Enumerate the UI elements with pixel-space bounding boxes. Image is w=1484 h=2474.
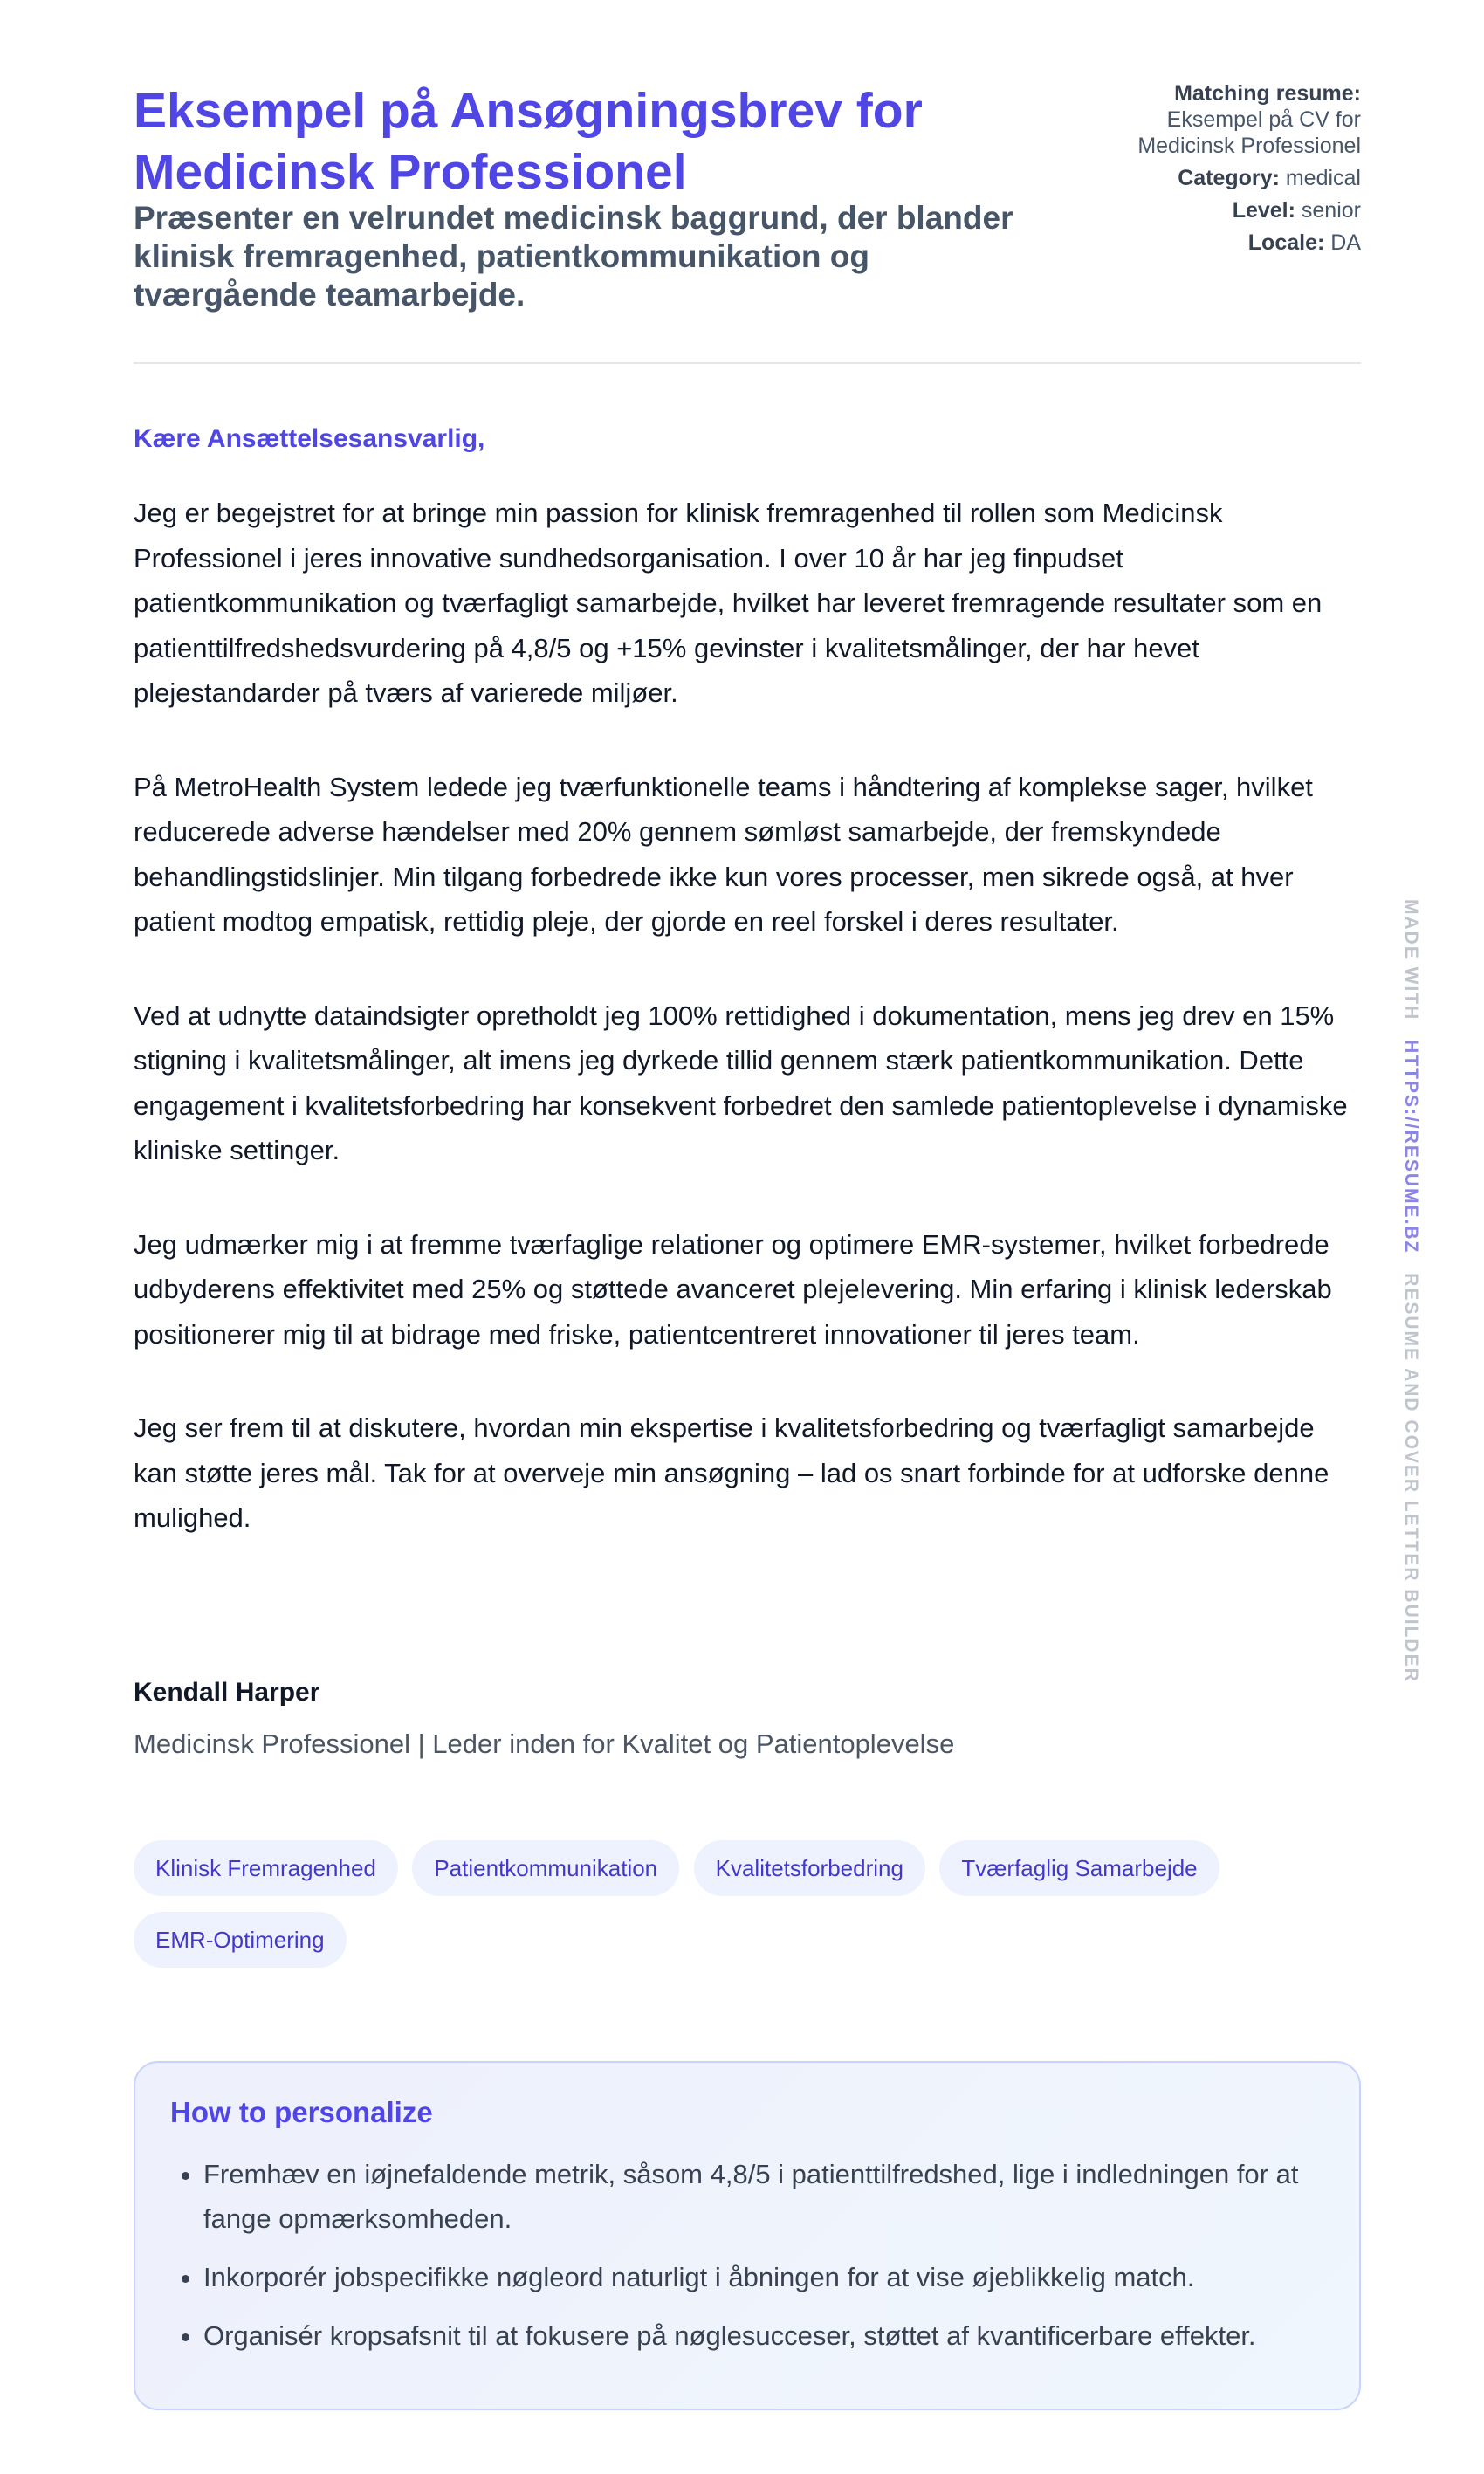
tips-title: How to personalize <box>170 2096 433 2128</box>
tips-list <box>170 2152 1324 2358</box>
meta-value: senior <box>1301 198 1361 223</box>
salutation: Kære Ansættelsesansvarlig, <box>134 424 485 453</box>
credit-made-with: MADE WITH <box>1401 899 1421 1021</box>
page-title: Eksempel på Ansøgningsbrev for Medicinsk Professionel <box>134 83 923 200</box>
meta-label: Locale: <box>1247 230 1325 255</box>
meta-label: Matching resume: <box>1174 81 1361 106</box>
tip-item: • Inkorporér jobspecifikke nøgleord naturligt i åbningen for at vise øjeblikkelig match. <box>203 2255 1324 2299</box>
letter-paragraph: Jeg udmærker mig i at fremme tværfaglige relationer og optimere EMR-systemer, hvilket forbedrede udbyderens effektivitet med 25% og støttede avanceret plejelevering. Min erfaring i klinisk lederskab positionerer mig til at bidrage med friske, patientcentreret innovationer til jeres team. <box>134 1228 1332 1350</box>
letter-paragraph: Jeg er begejstret for at bringe min passion for klinisk fremragenhed til rollen som Medicinsk Professionel i jeres innovative sundhedsorganisation. I over 10 år har jeg finpudset patientkommunikation og tværfagligt samarbejde, hvilket har leveret fremragende resultater som en patienttilfredshedsvurdering på 4,8/5 og +15% gevinster i kvalitetsmålinger, der har hevet plejestandarder på tværs af varierede miljøer. <box>134 498 1323 708</box>
meta-category <box>1073 165 1361 191</box>
meta-value: medical <box>1285 166 1361 190</box>
page-header <box>134 0 1361 364</box>
matching-resume-link[interactable]: Eksempel på CV for Medicinsk Professionel <box>1137 107 1361 158</box>
meta-level <box>1073 197 1361 223</box>
letter-paragraph: Ved at udnytte dataindsigter opretholdt jeg 100% rettidighed i dokumentation, mens jeg drev en 15% stigning i kvalitetsmålinger, alt imens jeg dyrkede tillid gennem stærk patientkommunikation. Dette engagement i kvalitetsforbedring har konsekvent forbedret den samlede patientoplevelse i dynamiske kliniske settinger. <box>134 1000 1348 1165</box>
personalize-tips-box <box>134 2061 1361 2410</box>
meta-label: Category: <box>1178 166 1280 190</box>
meta-label: Level: <box>1232 198 1295 223</box>
meta-matching-resume <box>1073 80 1361 159</box>
signature-name: Kendall Harper <box>134 1678 320 1707</box>
letter-paragraph: På MetroHealth System ledede jeg tværfunktionelle teams i håndtering af komplekse sager, hvilket reducerede adverse hændelser med 20% gennem sømløst samarbejde, der fremskyndede behandlingstidslinjer. Min tilgang forbedrede ikke kun vores processer, men sikrede også, at hver patient modtog empatisk, rettidig pleje, der gjorde en reel forskel i deres resultater. <box>134 771 1313 937</box>
meta-value: DA <box>1330 230 1361 255</box>
skill-tag: Patientkommunikation <box>412 1840 679 1896</box>
skill-tag: Kvalitetsforbedring <box>694 1840 925 1896</box>
page-subtitle: Præsenter en velrundet medicinsk baggrund, der blander klinisk fremragenhed, patientkommunikation og tværgående teamarbejde. <box>134 200 1013 313</box>
made-with-credit <box>1400 899 1421 1683</box>
credit-tagline: RESUME AND COVER LETTER BUILDER <box>1401 1273 1421 1683</box>
skill-tags <box>134 1840 1361 1983</box>
resume-bz-link[interactable]: HTTPS://RESUME.BZ <box>1401 1040 1421 1254</box>
skill-tag: Klinisk Fremragenhed <box>134 1840 398 1896</box>
letter-body <box>134 491 1361 1590</box>
cover-letter-page <box>134 0 1361 2351</box>
skill-tag: Tværfaglig Samarbejde <box>939 1840 1219 1896</box>
tip-item: • Organisér kropsafsnit til at fokusere på nøglesucceser, støttet af kvantificerbare effekter. <box>203 2313 1324 2358</box>
meta-locale <box>1073 230 1361 256</box>
letter-paragraph: Jeg ser frem til at diskutere, hvordan min ekspertise i kvalitetsforbedring og tværfagligt samarbejde kan støtte jeres mål. Tak for at overveje min ansøgning – lad os snart forbinde for at udforske denne mulighed. <box>134 1412 1329 1533</box>
meta-panel <box>1073 80 1361 262</box>
skill-tag: EMR-Optimering <box>134 1912 347 1968</box>
signature-role: Medicinsk Professionel | Leder inden for Kvalitet og Patientoplevelse <box>134 1728 955 1759</box>
tip-item: • Fremhæv en iøjnefaldende metrik, såsom 4,8/5 i patienttilfredshed, lige i indledningen for at fange opmærksomheden. <box>203 2152 1324 2241</box>
